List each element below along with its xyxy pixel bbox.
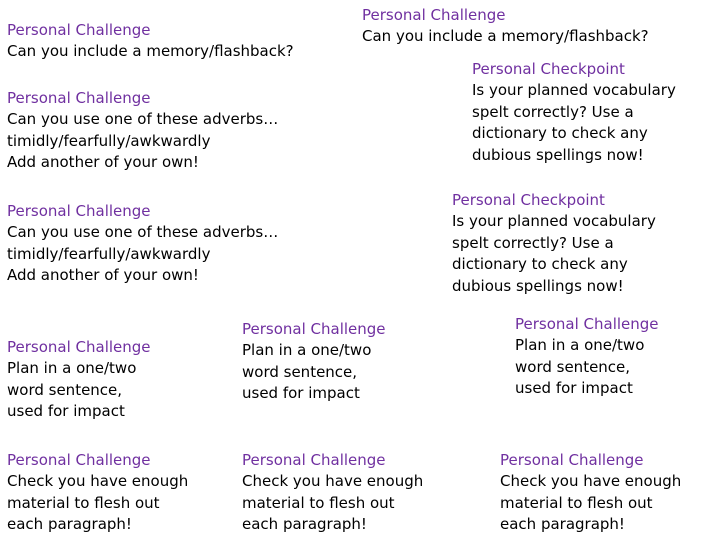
challenge-card-adverbs-bottom (7, 201, 278, 287)
card-title: Personal Challenge (7, 451, 151, 469)
challenge-card-memory-left (7, 20, 294, 63)
card-title: Personal Checkpoint (472, 60, 625, 78)
card-body: Plan in a one/two word sentence, used for impact (7, 359, 137, 420)
card-title: Personal Challenge (7, 21, 151, 39)
card-title: Personal Challenge (515, 315, 659, 333)
challenge-card-sentence-right (515, 314, 659, 400)
checkpoint-card-vocabulary-bottom (452, 190, 656, 297)
card-body: Check you have enough material to flesh out each paragraph! (7, 472, 189, 533)
card-title: Personal Challenge (7, 338, 151, 356)
challenge-card-paragraph-middle (242, 450, 423, 536)
card-body: Plan in a one/two word sentence, used for impact (242, 341, 372, 402)
card-body: Can you use one of these adverbs… timidly/fearfully/awkwardly Add another of your own! (7, 223, 279, 284)
card-body: Can you use one of these adverbs… timidly/fearfully/awkwardly Add another of your own! (7, 110, 279, 171)
challenge-card-memory-right (362, 5, 649, 48)
card-title: Personal Challenge (7, 89, 151, 107)
card-title: Personal Checkpoint (452, 191, 605, 209)
card-body: Is your planned vocabulary spelt correctly? Use a dictionary to check any dubious spellings now! (472, 81, 676, 164)
card-body: Plan in a one/two word sentence, used for impact (515, 336, 645, 397)
card-title: Personal Challenge (242, 320, 386, 338)
card-body: Is your planned vocabulary spelt correctly? Use a dictionary to check any dubious spellings now! (452, 212, 656, 295)
challenge-card-paragraph-right (500, 450, 681, 536)
challenge-card-paragraph-left (7, 450, 188, 536)
challenge-card-sentence-left (7, 337, 151, 423)
card-title: Personal Challenge (242, 451, 386, 469)
card-body: Check you have enough material to flesh out each paragraph! (242, 472, 424, 533)
checkpoint-card-vocabulary-top (472, 59, 676, 166)
card-body: Check you have enough material to flesh out each paragraph! (500, 472, 682, 533)
card-body: Can you include a memory/flashback? (7, 42, 294, 60)
card-title: Personal Challenge (7, 202, 151, 220)
challenge-card-adverbs-top (7, 88, 278, 174)
card-title: Personal Challenge (500, 451, 644, 469)
card-title: Personal Challenge (362, 6, 506, 24)
card-body: Can you include a memory/flashback? (362, 27, 649, 45)
challenge-card-sentence-middle (242, 319, 386, 405)
